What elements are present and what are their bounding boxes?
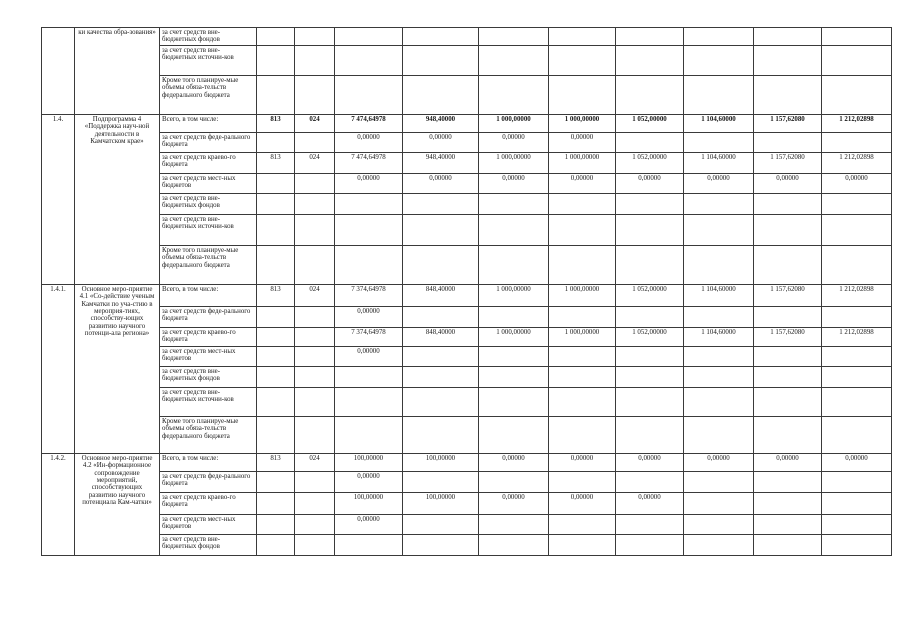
amount-cell — [479, 28, 549, 46]
amount-cell — [549, 514, 616, 534]
table-row — [42, 28, 892, 46]
funding-source: за счет средств вне-бюджетных источни-ков — [160, 45, 257, 75]
section-code: 024 — [295, 284, 335, 306]
amount-cell: 0,00000 — [479, 173, 549, 193]
amount-cell — [335, 193, 403, 214]
amount-cell: 0,00000 — [684, 453, 754, 471]
amount-cell — [549, 416, 616, 453]
funding-source: Всего, в том числе: — [160, 453, 257, 471]
program-name: Основное меро-приятие 4.2 «Ин-формационное сопровождение мероприятий, способствующих развитию научного потенциала Кам-чатки» — [75, 453, 160, 555]
amount-cell — [754, 492, 822, 514]
amount-cell — [822, 245, 892, 284]
amount-cell: 0,00000 — [403, 132, 479, 152]
section-code — [295, 193, 335, 214]
amount-cell — [616, 471, 684, 492]
amount-cell — [684, 416, 754, 453]
amount-cell: 7 374,64978 — [335, 284, 403, 306]
amount-cell: 1 104,60000 — [684, 284, 754, 306]
amount-cell: 1 212,02898 — [822, 327, 892, 346]
section-code — [295, 306, 335, 327]
row-index — [42, 28, 75, 115]
amount-cell — [479, 387, 549, 416]
amount-cell — [479, 471, 549, 492]
amount-cell: 7 374,64978 — [335, 327, 403, 346]
funding-source: за счет средств краево-го бюджета — [160, 327, 257, 346]
amount-cell: 0,00000 — [549, 173, 616, 193]
amount-cell — [479, 214, 549, 245]
amount-cell: 0,00000 — [549, 453, 616, 471]
grbs-code — [257, 492, 295, 514]
grbs-code — [257, 416, 295, 453]
section-code — [295, 471, 335, 492]
table-row — [42, 173, 892, 193]
grbs-code: 813 — [257, 453, 295, 471]
section-code — [295, 173, 335, 193]
amount-cell — [549, 193, 616, 214]
section-code: 024 — [295, 453, 335, 471]
amount-cell — [684, 214, 754, 245]
amount-cell: 0,00000 — [335, 173, 403, 193]
amount-cell — [822, 514, 892, 534]
table-row — [42, 245, 892, 284]
amount-cell — [403, 471, 479, 492]
row-index: 1.4.2. — [42, 453, 75, 555]
amount-cell: 1 157,62080 — [754, 152, 822, 173]
table-body — [42, 28, 892, 556]
amount-cell — [684, 245, 754, 284]
table-row — [42, 214, 892, 245]
funding-source: Всего, в том числе: — [160, 284, 257, 306]
table-row — [42, 132, 892, 152]
amount-cell: 1 157,62080 — [754, 284, 822, 306]
grbs-code — [257, 346, 295, 366]
amount-cell — [479, 45, 549, 75]
amount-cell — [754, 366, 822, 387]
funding-source: за счет средств мест-ных бюджетов — [160, 346, 257, 366]
amount-cell — [403, 75, 479, 114]
table-row — [42, 366, 892, 387]
amount-cell: 1 000,00000 — [479, 284, 549, 306]
table-row — [42, 193, 892, 214]
table-row — [42, 152, 892, 173]
amount-cell: 0,00000 — [616, 173, 684, 193]
amount-cell — [616, 416, 684, 453]
funding-source: за счет средств феде-рального бюджета — [160, 471, 257, 492]
amount-cell: 0,00000 — [549, 132, 616, 152]
grbs-code — [257, 75, 295, 114]
table-row — [42, 45, 892, 75]
amount-cell — [822, 416, 892, 453]
funding-source: за счет средств феде-рального бюджета — [160, 306, 257, 327]
grbs-code — [257, 534, 295, 555]
amount-cell — [549, 214, 616, 245]
table-row — [42, 514, 892, 534]
amount-cell — [479, 245, 549, 284]
amount-cell: 1 000,00000 — [479, 152, 549, 173]
amount-cell — [684, 471, 754, 492]
amount-cell: 848,40000 — [403, 327, 479, 346]
amount-cell — [335, 534, 403, 555]
funding-source: за счет средств краево-го бюджета — [160, 152, 257, 173]
amount-cell — [335, 214, 403, 245]
amount-cell: 7 474,64978 — [335, 114, 403, 132]
amount-cell — [335, 416, 403, 453]
amount-cell: 100,00000 — [335, 492, 403, 514]
amount-cell — [822, 346, 892, 366]
amount-cell — [684, 492, 754, 514]
amount-cell — [335, 366, 403, 387]
amount-cell: 1 000,00000 — [549, 284, 616, 306]
amount-cell — [754, 306, 822, 327]
amount-cell — [403, 346, 479, 366]
section-code — [295, 214, 335, 245]
amount-cell — [754, 28, 822, 46]
amount-cell: 0,00000 — [479, 132, 549, 152]
amount-cell — [479, 193, 549, 214]
amount-cell — [403, 366, 479, 387]
grbs-code — [257, 471, 295, 492]
amount-cell — [822, 492, 892, 514]
amount-cell — [822, 306, 892, 327]
funding-source: Кроме того планируе-мые объемы обяза-тельств федерального бюджета — [160, 245, 257, 284]
amount-cell — [616, 45, 684, 75]
amount-cell — [403, 245, 479, 284]
table-row — [42, 327, 892, 346]
amount-cell: 0,00000 — [549, 492, 616, 514]
table-row — [42, 387, 892, 416]
amount-cell — [822, 45, 892, 75]
section-code — [295, 366, 335, 387]
amount-cell — [549, 366, 616, 387]
funding-source: за счет средств вне-бюджетных источни-ков — [160, 214, 257, 245]
section-code: 024 — [295, 114, 335, 132]
section-code — [295, 514, 335, 534]
amount-cell — [684, 514, 754, 534]
program-name: Подпрограмма 4 «Поддержка науч-ной деятельности в Камчатском крае» — [75, 114, 160, 284]
amount-cell — [822, 387, 892, 416]
grbs-code: 813 — [257, 152, 295, 173]
grbs-code — [257, 306, 295, 327]
amount-cell — [549, 306, 616, 327]
funding-source: за счет средств мест-ных бюджетов — [160, 173, 257, 193]
amount-cell: 1 212,02898 — [822, 284, 892, 306]
row-index: 1.4.1. — [42, 284, 75, 453]
table-row — [42, 284, 892, 306]
table-row — [42, 534, 892, 555]
amount-cell — [403, 387, 479, 416]
amount-cell — [822, 214, 892, 245]
grbs-code — [257, 387, 295, 416]
section-code — [295, 416, 335, 453]
section-code — [295, 492, 335, 514]
amount-cell — [822, 75, 892, 114]
grbs-code — [257, 132, 295, 152]
amount-cell — [684, 28, 754, 46]
amount-cell — [822, 28, 892, 46]
grbs-code — [257, 245, 295, 284]
amount-cell: 100,00000 — [335, 453, 403, 471]
amount-cell: 0,00000 — [822, 453, 892, 471]
amount-cell: 1 000,00000 — [479, 327, 549, 346]
amount-cell: 0,00000 — [822, 173, 892, 193]
amount-cell — [549, 45, 616, 75]
grbs-code: 813 — [257, 284, 295, 306]
amount-cell — [616, 387, 684, 416]
amount-cell: 0,00000 — [616, 453, 684, 471]
funding-source: Всего, в том числе: — [160, 114, 257, 132]
amount-cell — [549, 534, 616, 555]
funding-source: за счет средств вне-бюджетных фондов — [160, 534, 257, 555]
amount-cell: 0,00000 — [684, 173, 754, 193]
funding-source: за счет средств вне-бюджетных источни-ков — [160, 387, 257, 416]
amount-cell: 0,00000 — [335, 306, 403, 327]
table-row — [42, 346, 892, 366]
amount-cell: 1 157,62080 — [754, 114, 822, 132]
funding-source: за счет средств мест-ных бюджетов — [160, 514, 257, 534]
amount-cell — [684, 534, 754, 555]
amount-cell — [754, 214, 822, 245]
amount-cell: 100,00000 — [403, 492, 479, 514]
amount-cell: 1 000,00000 — [549, 114, 616, 132]
amount-cell — [616, 75, 684, 114]
amount-cell — [479, 306, 549, 327]
program-name: Основное меро-приятие 4.1 «Со-действие ученым Камчатки по уча-стию в мероприя-тиях, способству-ющих развитию научного потенци-ала региона» — [75, 284, 160, 453]
amount-cell — [479, 416, 549, 453]
amount-cell — [754, 416, 822, 453]
grbs-code — [257, 214, 295, 245]
amount-cell — [684, 346, 754, 366]
amount-cell: 1 157,62080 — [754, 327, 822, 346]
row-index: 1.4. — [42, 114, 75, 284]
amount-cell — [754, 193, 822, 214]
amount-cell: 1 212,02898 — [822, 114, 892, 132]
amount-cell: 948,40000 — [403, 114, 479, 132]
funding-source: за счет средств вне-бюджетных фондов — [160, 28, 257, 46]
amount-cell: 948,40000 — [403, 152, 479, 173]
section-code — [295, 75, 335, 114]
amount-cell — [684, 75, 754, 114]
amount-cell: 0,00000 — [754, 173, 822, 193]
funding-source: за счет средств вне-бюджетных фондов — [160, 366, 257, 387]
amount-cell: 1 052,00000 — [616, 114, 684, 132]
table-row — [42, 416, 892, 453]
amount-cell: 0,00000 — [754, 453, 822, 471]
amount-cell — [616, 514, 684, 534]
amount-cell — [335, 28, 403, 46]
amount-cell — [403, 514, 479, 534]
grbs-code — [257, 366, 295, 387]
amount-cell — [479, 346, 549, 366]
amount-cell — [616, 132, 684, 152]
amount-cell — [403, 193, 479, 214]
program-name: ки качества обра-зования» — [75, 28, 160, 115]
grbs-code — [257, 28, 295, 46]
budget-table — [41, 27, 892, 556]
amount-cell — [549, 346, 616, 366]
section-code — [295, 28, 335, 46]
amount-cell — [684, 387, 754, 416]
grbs-code — [257, 514, 295, 534]
funding-source: за счет средств феде-рального бюджета — [160, 132, 257, 152]
amount-cell — [754, 346, 822, 366]
amount-cell — [335, 75, 403, 114]
amount-cell — [822, 534, 892, 555]
amount-cell: 1 000,00000 — [479, 114, 549, 132]
amount-cell — [335, 245, 403, 284]
amount-cell: 1 000,00000 — [549, 327, 616, 346]
funding-source: за счет средств краево-го бюджета — [160, 492, 257, 514]
grbs-code — [257, 173, 295, 193]
amount-cell: 1 000,00000 — [549, 152, 616, 173]
amount-cell — [549, 75, 616, 114]
amount-cell — [335, 387, 403, 416]
amount-cell — [684, 45, 754, 75]
amount-cell — [684, 193, 754, 214]
amount-cell — [822, 366, 892, 387]
amount-cell: 1 104,60000 — [684, 114, 754, 132]
funding-source: за счет средств вне-бюджетных фондов — [160, 193, 257, 214]
funding-source: Кроме того планируе-мые объемы обяза-тельств федерального бюджета — [160, 75, 257, 114]
amount-cell — [479, 75, 549, 114]
amount-cell: 0,00000 — [335, 514, 403, 534]
section-code: 024 — [295, 152, 335, 173]
table-row — [42, 114, 892, 132]
amount-cell — [754, 387, 822, 416]
amount-cell: 0,00000 — [335, 471, 403, 492]
amount-cell — [549, 245, 616, 284]
amount-cell — [549, 387, 616, 416]
amount-cell — [822, 132, 892, 152]
amount-cell — [754, 132, 822, 152]
grbs-code: 813 — [257, 114, 295, 132]
grbs-code — [257, 327, 295, 346]
amount-cell — [549, 471, 616, 492]
amount-cell: 0,00000 — [335, 132, 403, 152]
amount-cell — [616, 28, 684, 46]
amount-cell: 7 474,64978 — [335, 152, 403, 173]
amount-cell — [616, 193, 684, 214]
section-code — [295, 346, 335, 366]
section-code — [295, 534, 335, 555]
table-row — [42, 453, 892, 471]
amount-cell — [754, 45, 822, 75]
amount-cell — [479, 514, 549, 534]
section-code — [295, 132, 335, 152]
amount-cell — [616, 245, 684, 284]
amount-cell — [684, 132, 754, 152]
grbs-code — [257, 45, 295, 75]
table-row — [42, 75, 892, 114]
amount-cell: 0,00000 — [479, 453, 549, 471]
amount-cell — [403, 534, 479, 555]
amount-cell: 1 104,60000 — [684, 152, 754, 173]
amount-cell — [616, 534, 684, 555]
table-row — [42, 306, 892, 327]
amount-cell — [335, 45, 403, 75]
amount-cell — [616, 366, 684, 387]
amount-cell: 0,00000 — [335, 346, 403, 366]
amount-cell — [754, 75, 822, 114]
table-row — [42, 471, 892, 492]
amount-cell — [616, 346, 684, 366]
amount-cell — [403, 45, 479, 75]
amount-cell — [403, 214, 479, 245]
amount-cell — [684, 306, 754, 327]
table-row — [42, 492, 892, 514]
funding-source: Кроме того планируе-мые объемы обяза-тельств федерального бюджета — [160, 416, 257, 453]
amount-cell — [754, 245, 822, 284]
amount-cell: 0,00000 — [616, 492, 684, 514]
amount-cell: 1 052,00000 — [616, 152, 684, 173]
amount-cell — [616, 214, 684, 245]
amount-cell — [549, 28, 616, 46]
amount-cell: 100,00000 — [403, 453, 479, 471]
amount-cell: 1 052,00000 — [616, 327, 684, 346]
section-code — [295, 327, 335, 346]
section-code — [295, 387, 335, 416]
amount-cell — [754, 471, 822, 492]
amount-cell — [403, 306, 479, 327]
amount-cell: 0,00000 — [403, 173, 479, 193]
amount-cell: 1 052,00000 — [616, 284, 684, 306]
amount-cell — [822, 471, 892, 492]
amount-cell: 1 212,02898 — [822, 152, 892, 173]
section-code — [295, 45, 335, 75]
amount-cell — [616, 306, 684, 327]
amount-cell — [822, 193, 892, 214]
amount-cell: 848,40000 — [403, 284, 479, 306]
amount-cell — [754, 514, 822, 534]
grbs-code — [257, 193, 295, 214]
amount-cell — [479, 534, 549, 555]
section-code — [295, 245, 335, 284]
amount-cell — [403, 28, 479, 46]
amount-cell — [479, 366, 549, 387]
amount-cell: 1 104,60000 — [684, 327, 754, 346]
amount-cell — [403, 416, 479, 453]
amount-cell — [684, 366, 754, 387]
amount-cell: 0,00000 — [479, 492, 549, 514]
amount-cell — [754, 534, 822, 555]
